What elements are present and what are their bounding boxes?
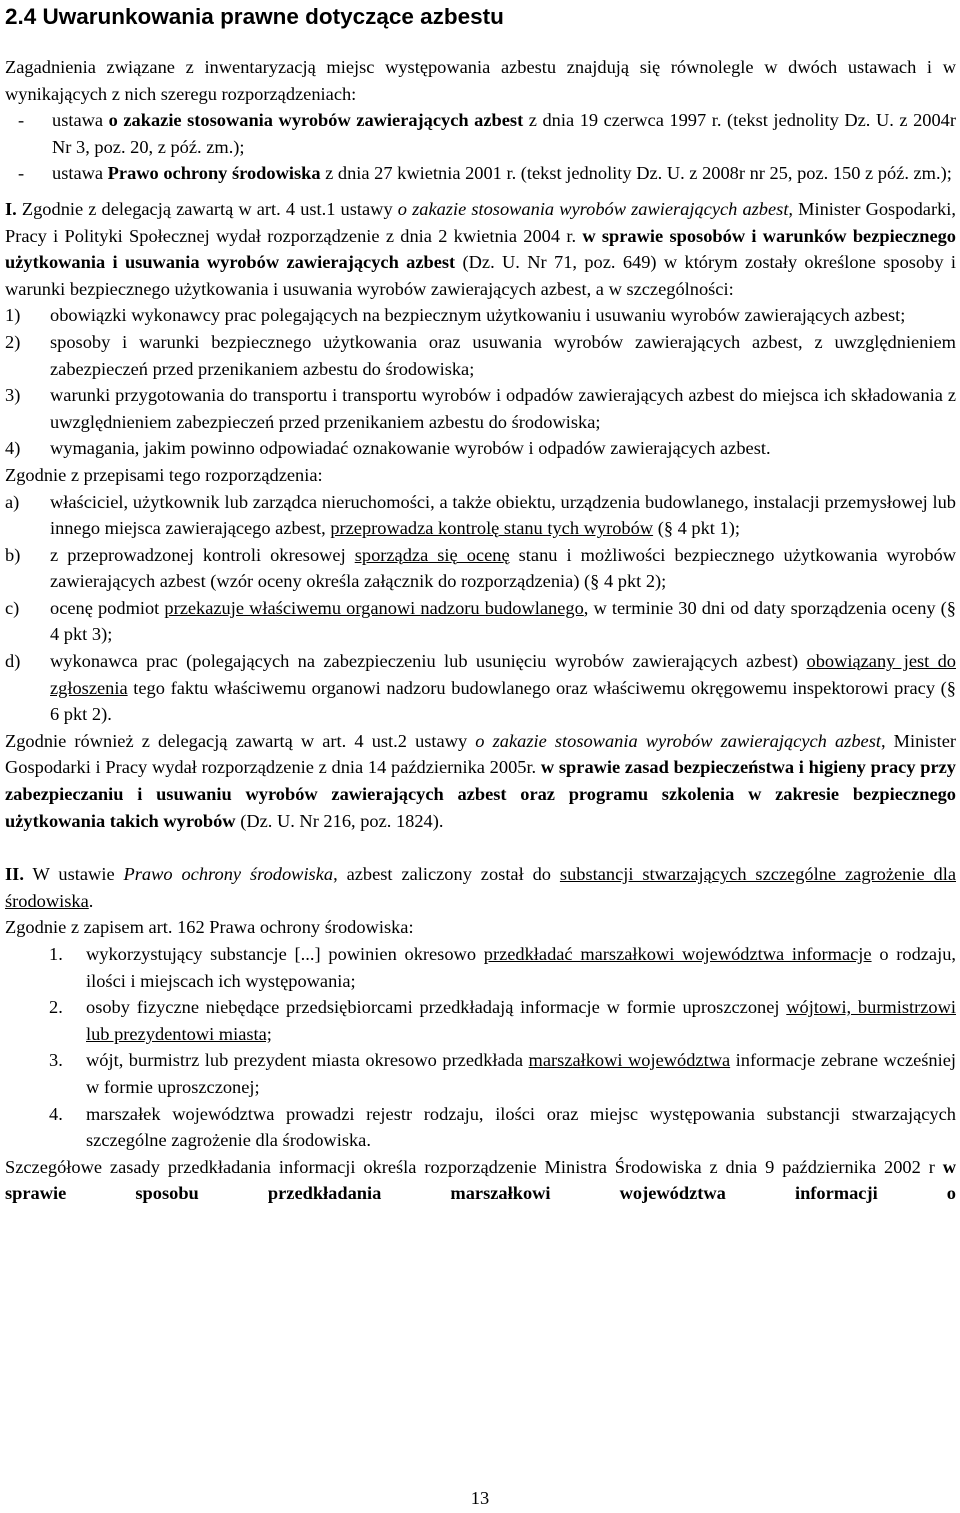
numbered-item: 4. marszałek województwa prowadzi rejestr rodzaju, ilości oraz miejsc występowania substancji stwarzających szczególne zagrożenie dla środowiska.: [49, 1103, 956, 1151]
letter-item: d) wykonawca prac (polegających na zabezpieczeniu lub usunięciu wyrobów zawierających azbest) obowiązany jest do zgłoszenia tego faktu właściwemu organowi nadzoru budowlanego oraz właściwemu okręgowemu inspektorowi pracy (§ 6 pkt 2).: [5, 651, 956, 725]
article-lead: Zgodnie z zapisem art. 162 Prawa ochrony środowiska:: [5, 917, 414, 938]
page-number: 13: [470, 1488, 490, 1508]
letter-item: c) ocenę podmiot przekazuje właściwemu organowi nadzoru budowlanego, w terminie 30 dni od daty sporządzenia oceny (§ 4 pkt 3);: [5, 597, 957, 645]
letter-item: a) właściciel, użytkownik lub zarządca nieruchomości, a także obiektu, urządzenia budowlanego, instalacji przemysłowej lub innego miejsca zawierającego azbest, przeprowadza kontrolę stanu tych wyrobów (§ 4 pkt 1);: [5, 491, 956, 539]
document-page: [5, 0, 956, 1207]
numbered-item: 1. wykorzystujący substancje [...] powinien okresowo przedkładać marszałkowi województwa informacje o rodzaju, ilości i miejscach ich występowania;: [49, 944, 957, 991]
section-1-paragraph: I. Zgodnie z delegacją zawartą w art. 4 ust.1 ustawy o zakazie stosowania wyrobów zawierających azbest, Minister Gospodarki, Pracy i Polityki Społecznej wydał rozporządzenie z dnia 2 kwietnia 2004 r. w sprawie sposobów i warunków bezpiecznego użytkowania i usuwania wyrobów zawierających azbest (Dz. U. Nr 71, poz. 649) w którym zostały określone sposoby i warunki bezpiecznego użytkowania i usuwania wyrobów zawierających azbest, a w szczególności:: [5, 198, 956, 299]
regulation-lead: Zgodnie z przepisami tego rozporządzenia:: [5, 464, 323, 485]
numbered-item: 3. wójt, burmistrz lub prezydent miasta okresowo przedkłada marszałkowi województwa informacje zebrane wcześniej w formie uproszczonej;: [49, 1050, 957, 1097]
dash-bullet: -: [18, 163, 25, 184]
letter-item: b) z przeprowadzonej kontroli okresowej sporządza się ocenę stanu i możliwości bezpiecznego użytkowania wyrobów zawierających azbest (wzór oceny określa załącznik do rozporządzenia) (§ 4 pkt 2);: [5, 544, 956, 592]
section-heading: 2.4 Uwarunkowania prawne dotyczące azbestu: [5, 4, 504, 29]
list-item: 3) warunki przygotowania do transportu i transportu wyrobów i odpadów zawierających azbest do miejsca ich składowania z uwzględnieniem zabezpieczeń przed przenikaniem azbestu do środowiska;: [5, 385, 956, 432]
act-item: - ustawa Prawo ochrony środowiska z dnia 27 kwietnia 2001 r. (tekst jednolity Dz. U. z 2008r nr 25, poz. 150 z póź. zm.);: [5, 160, 956, 187]
second-regulation-paragraph: Zgodnie również z delegacją zawartą w art. 4 ust.2 ustawy o zakazie stosowania wyrobów zawierających azbest, Minister Gospodarki i Pracy wydał rozporządzenie z dnia 14 października 2005r. w sprawie zasad bezpieczeństwa i higieny pracy przy zabezpieczaniu i usuwaniu wyrobów zawierających azbest oraz programu szkolenia w zakresie bezpiecznego użytkowania takich wyrobów (Dz. U. Nr 216, poz. 1824).: [5, 730, 957, 831]
list-item: 1) obowiązki wykonawcy prac polegających na bezpiecznym użytkowaniu i usuwaniu wyrobów zawierających azbest;: [5, 305, 906, 326]
act-item: - ustawa o zakazie stosowania wyrobów zawierających azbest z dnia 19 czerwca 1997 r. (tekst jednolity Dz. U. z 2004r Nr 3, poz. 20, z póź. zm.);: [5, 107, 956, 160]
dash-bullet: -: [18, 110, 25, 131]
numbered-item: 2. osoby fizyczne niebędące przedsiębiorcami przedkładają informacje w formie uproszczonej wójtowi, burmistrzowi lub prezydentowi miasta;: [49, 997, 956, 1044]
section-number: II.: [5, 864, 24, 885]
intro-paragraph: Zagadnienia związane z inwentaryzacją miejsc występowania azbestu znajdują się równolegle w dwóch ustawach i w wynikających z nich szeregu rozporządzeniach:: [5, 57, 956, 104]
list-item: 4) wymagania, jakim powinno odpowiadać oznakowanie wyrobów i odpadów zawierających azbest.: [5, 438, 771, 459]
section-number: I.: [5, 198, 17, 219]
section-2-paragraph: II. W ustawie Prawo ochrony środowiska, azbest zaliczony został do substancji stwarzających szczególne zagrożenie dla środowiska.: [5, 864, 957, 911]
closing-paragraph: Szczegółowe zasady przedkładania informacji określa rozporządzenie Ministra Środowiska z dnia 9 października 2002 r w sprawie sposobu przedkładania marszałkowi województwa informacji o: [5, 1156, 956, 1204]
list-item: 2) sposoby i warunki bezpiecznego użytkowania oraz usuwania wyrobów zawierających azbest, z uwzględnieniem zabezpieczeń przed przenikaniem azbestu do środowiska;: [5, 331, 956, 379]
